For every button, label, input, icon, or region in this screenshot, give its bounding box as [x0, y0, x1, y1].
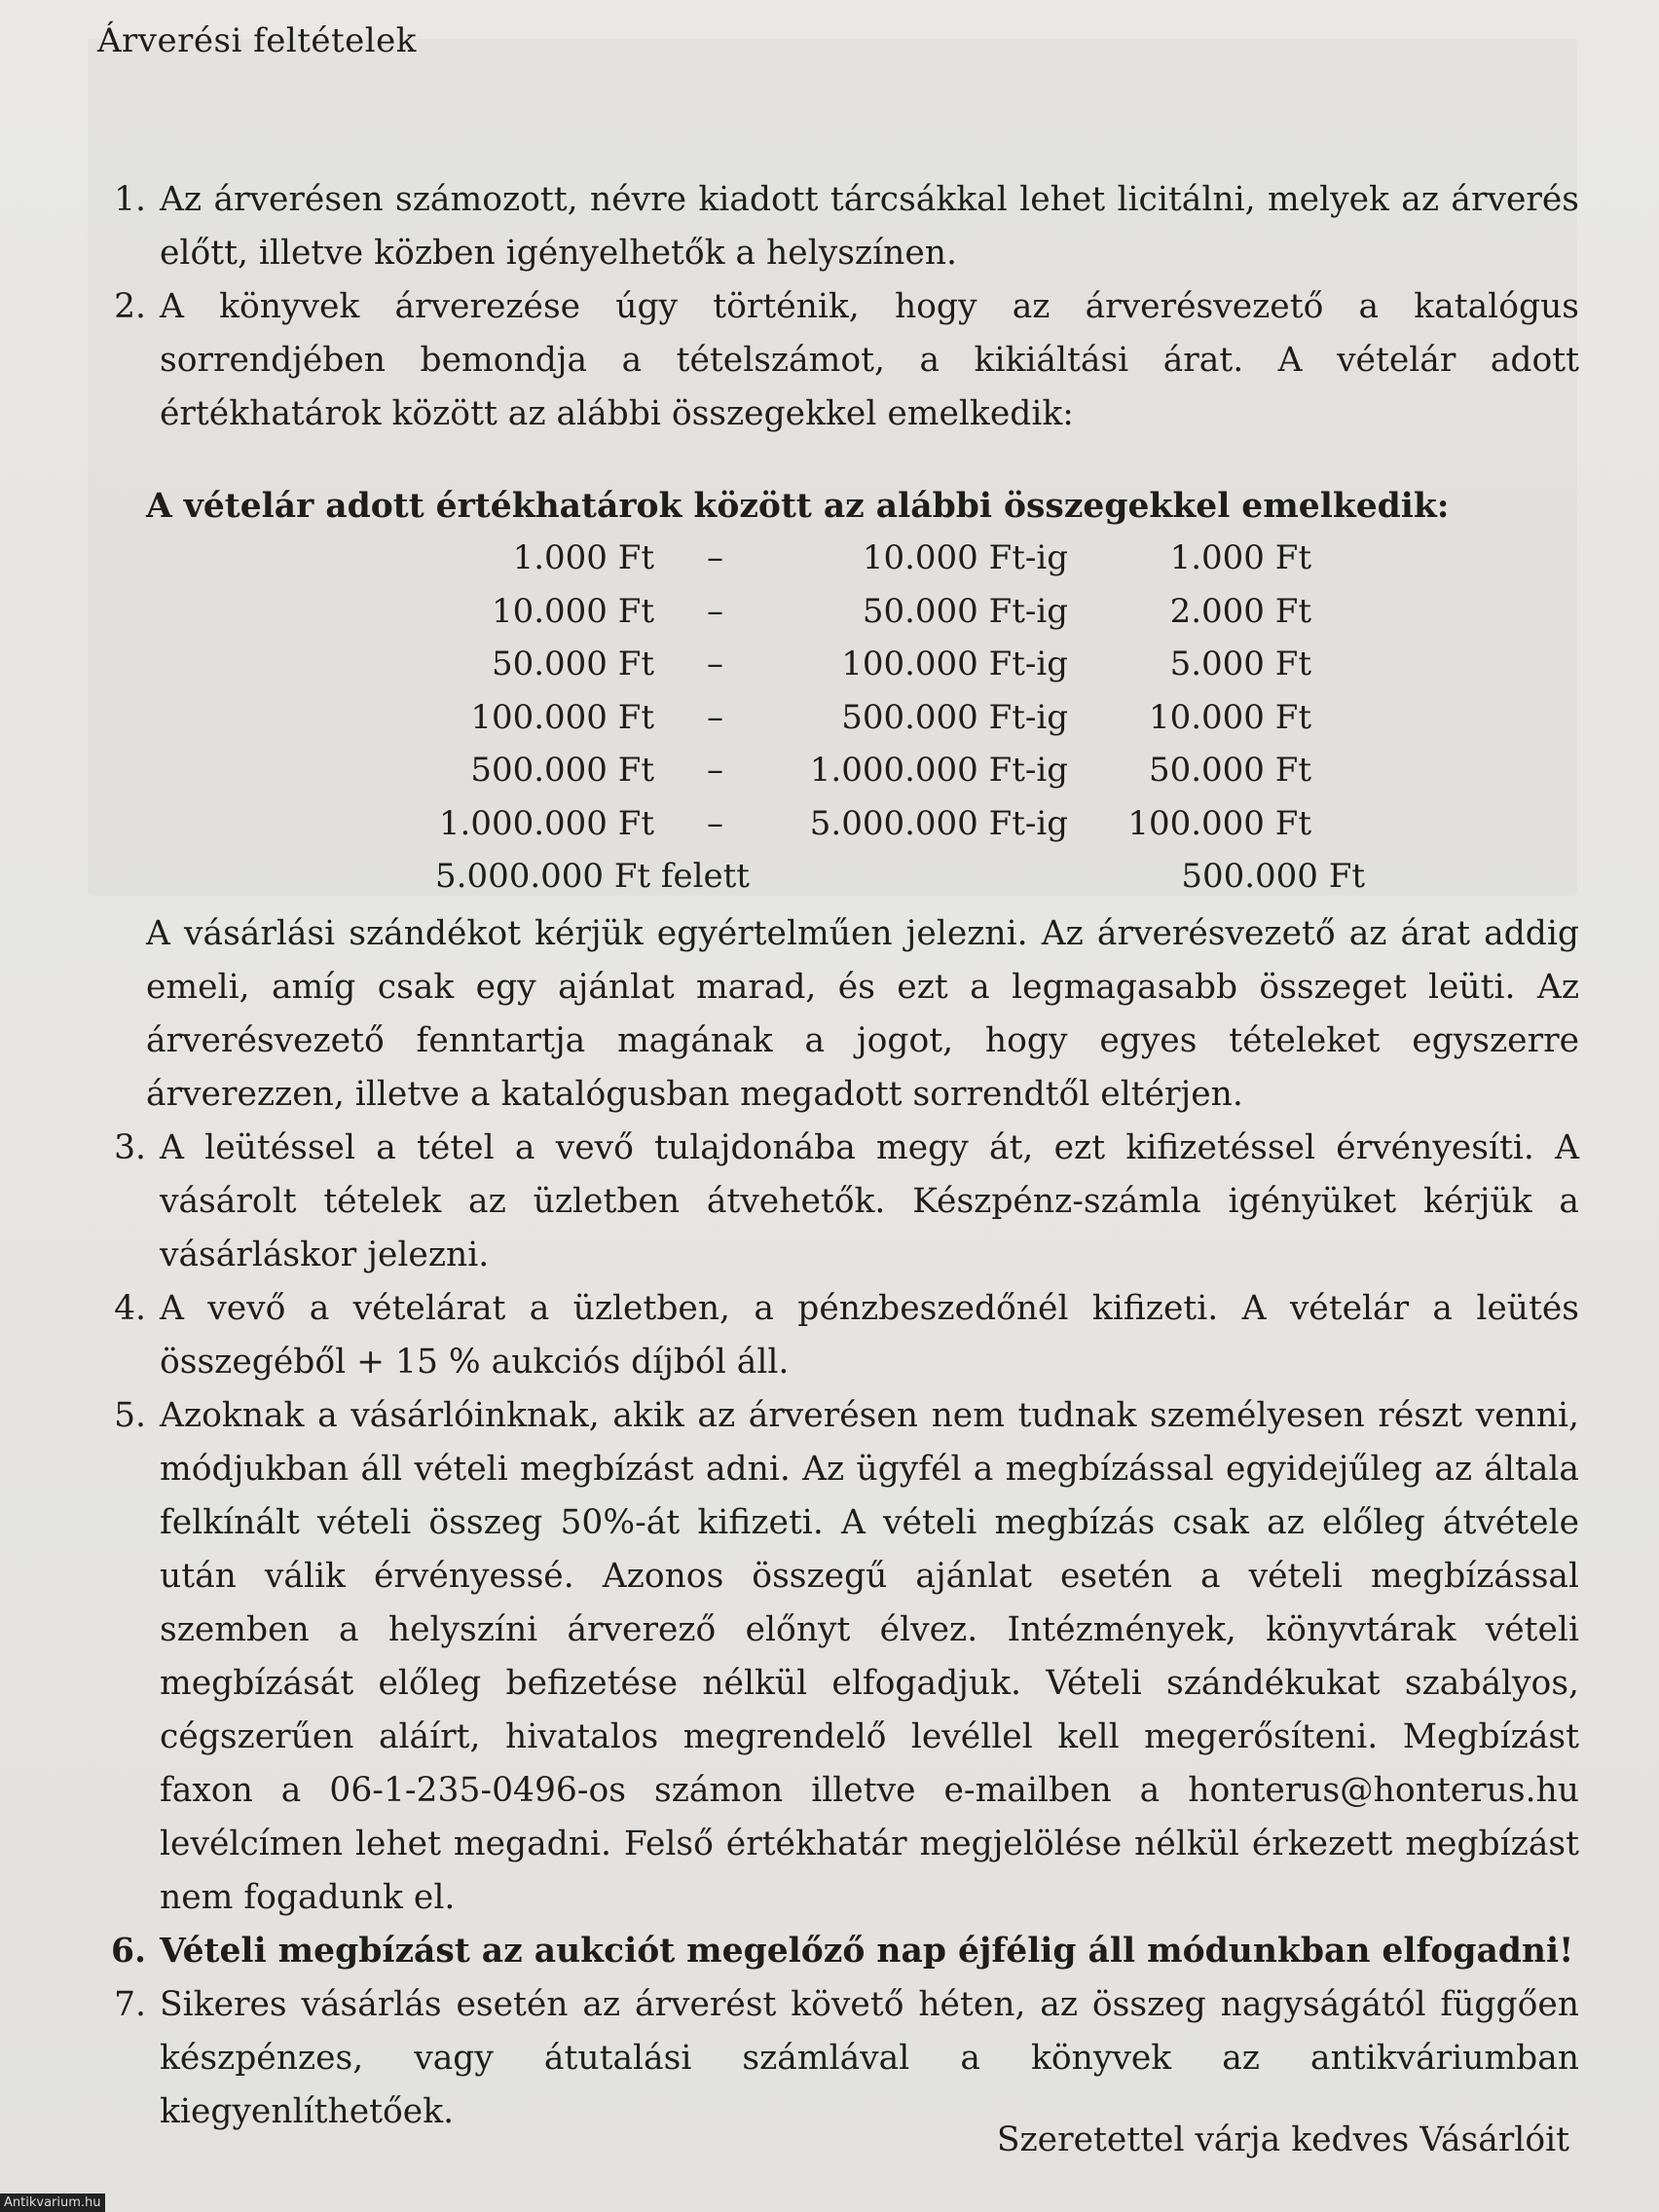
- range-from: 50.000 Ft: [491, 645, 654, 683]
- item-number: 6.: [110, 1931, 146, 1971]
- increment: 1.000 Ft: [1169, 538, 1311, 577]
- item-text: A leütéssel a tétel a vevő tulajdonába megy át, ezt kifizetéssel érvényesíti. A vásárolt tételek az üzletben átvehetők. Készpénz-számla igényüket kérjük a vásárláskor jelezni.: [160, 1127, 1579, 1274]
- item-text: Vételi megbízást az aukciót megelőző nap éjfélig áll módunkban elfogadni!: [160, 1931, 1574, 1971]
- item-number: 1.: [114, 180, 146, 219]
- list-item: [90, 1389, 1579, 1925]
- range-to: 5.000.000 Ft-ig: [809, 803, 1068, 843]
- increment: 500.000 Ft: [1181, 857, 1365, 896]
- running-head: Árverési feltételek: [97, 21, 417, 60]
- increment: 10.000 Ft: [1148, 697, 1311, 737]
- increment: 100.000 Ft: [1127, 803, 1311, 843]
- range-from: 1.000 Ft: [512, 538, 654, 577]
- range-to: [1097, 850, 1122, 903]
- range-from: 100.000 Ft: [470, 697, 654, 737]
- price-row: [90, 797, 1579, 851]
- item-text: Sikeres vásárlás esetén az árverést követő héten, az összeg nagyságától függően készpénzes, vagy átutalási számlával a könyvek az antikváriumban kiegyenlíthetőek.: [160, 1984, 1579, 2131]
- list-item: [90, 173, 1579, 280]
- list-item: [90, 1978, 1579, 2139]
- item-text: Azoknak a vásárlóinknak, akik az árverésen nem tudnak személyesen részt venni, módjukban áll vételi megbízást adni. Az ügyfél a megbízással egyidejűleg az általa felkínált vételi összeg 50%-át kifizeti. A vételi megbízás csak az előleg átvétele után válik érvényessé. Azonos összegű ajánlat esetén a vételi megbízással szemben a helyszíni árverező előnyt élvez. Intézmények, könyvtárak vételi megbízását előleg befizetése nélkül elfogadjuk. Vételi szándékukat szabályos, cégszerűen aláírt, hivatalos megrendelő levéllel kell megerősíteni. Megbízást faxon a 06-1-235-0496-os számon illetve e-mailben a honterus@honterus.hu levélcímen lehet megadni. Felső értékhatár megjelölése nélkül érkezett megbízást nem fogadunk el.: [160, 1395, 1579, 1917]
- site-watermark: Antikvarium.hu: [0, 2194, 105, 2212]
- range-dash: –: [707, 645, 723, 683]
- range-dash: –: [707, 538, 723, 577]
- item-number: 2.: [114, 287, 146, 326]
- price-row: [90, 638, 1579, 691]
- range-to: 100.000 Ft-ig: [841, 645, 1068, 683]
- increment: 2.000 Ft: [1169, 591, 1311, 631]
- price-row: [90, 850, 1579, 903]
- price-row: [90, 691, 1579, 745]
- item-text: Az árverésen számozott, névre kiadott tárcsákkal lehet licitálni, melyek az árverés előtt, illetve közben igényelhetők a helyszínen.: [160, 180, 1579, 273]
- range-from: 10.000 Ft: [491, 591, 654, 631]
- item-2-continuation: A vásárlási szándékot kérjük egyértelműen jelezni. Az árverésvezető az árat addig emeli, amíg csak egy ajánlat marad, és ezt a legmagasabb összeget leüti. Az árverésvezető fenntartja magának a jogot, hogy egyes tételeket egyszerre árverezzen, illetve a katalógusban megadott sorrendtől eltérjen.: [146, 913, 1579, 1114]
- range-to: 50.000 Ft-ig: [862, 591, 1068, 631]
- price-row: [90, 532, 1579, 585]
- price-row: [90, 585, 1579, 639]
- item-number: 4.: [114, 1288, 146, 1328]
- price-table-heading: A vételár adott értékhatárok között az alábbi összegekkel emelkedik:: [146, 487, 1450, 526]
- range-dash: –: [707, 751, 723, 790]
- range-to: 500.000 Ft-ig: [841, 697, 1068, 737]
- item-number: 7.: [114, 1984, 146, 2024]
- list-item: [90, 1122, 1579, 1282]
- range-to: 10.000 Ft-ig: [862, 538, 1068, 577]
- range-to: 1.000.000 Ft-ig: [809, 751, 1068, 790]
- increment: 50.000 Ft: [1148, 751, 1311, 790]
- document-body: [90, 173, 1579, 2139]
- price-table: [90, 532, 1579, 903]
- range-dash: –: [707, 803, 723, 843]
- range-dash: –: [707, 591, 723, 631]
- range-from: 1.000.000 Ft: [438, 803, 654, 843]
- range-dash: –: [707, 697, 723, 737]
- list-item: [90, 1282, 1579, 1389]
- item-text: A könyvek árverezése úgy történik, hogy az árverésvezető a katalógus sorrendjében bemondja a tételszámot, a kikiáltási árat. A vételár adott értékhatárok között az alábbi összegekkel emelkedik:: [160, 287, 1579, 433]
- item-text: A vevő a vételárat a üzletben, a pénzbeszedőnél kifizeti. A vételár a leütés összegéből + 15 % aukciós díjból áll.: [160, 1288, 1579, 1382]
- closing-signature: Szeretettel várja kedves Vásárlóit: [996, 2120, 1569, 2159]
- list-item: [90, 280, 1579, 441]
- list-item-emphasis: [90, 1925, 1579, 1978]
- range-from: 500.000 Ft: [470, 751, 654, 790]
- price-row: [90, 744, 1579, 797]
- item-number: 3.: [114, 1127, 146, 1167]
- range-from: 5.000.000 Ft felett: [435, 857, 750, 896]
- item-number: 5.: [114, 1395, 146, 1435]
- increment: 5.000 Ft: [1169, 645, 1311, 683]
